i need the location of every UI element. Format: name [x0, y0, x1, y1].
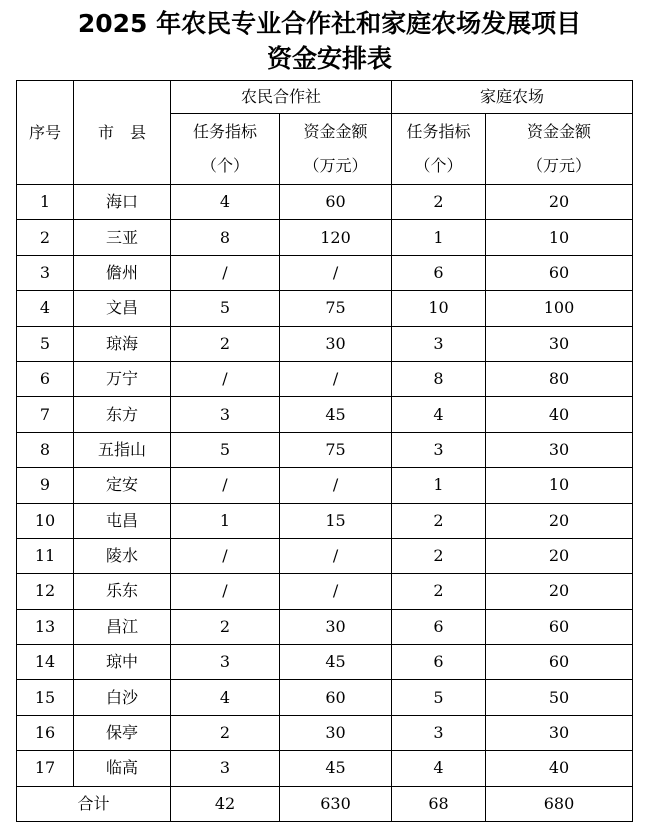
header-row-1: [17, 81, 633, 114]
table-row: [17, 574, 633, 609]
table-row: [17, 538, 633, 573]
header-farm: 家庭农场: [392, 81, 633, 114]
table-row: [17, 468, 633, 503]
row-farm-fund: 20: [486, 574, 633, 609]
row-farm-fund: 20: [486, 185, 633, 220]
row-seq: 10: [17, 503, 74, 538]
row-coop-fund: 60: [280, 185, 392, 220]
table-row: [17, 432, 633, 467]
total-row: [17, 786, 633, 821]
row-farm-fund: 40: [486, 751, 633, 786]
row-farm-task: 1: [392, 220, 486, 255]
row-farm-task: 1: [392, 468, 486, 503]
header-coop-fund-label: 资金金额: [303, 122, 368, 141]
row-coop-task: 2: [171, 715, 280, 750]
row-county: 白沙: [74, 680, 171, 715]
row-farm-task: 2: [392, 574, 486, 609]
row-seq: 8: [17, 432, 74, 467]
row-county: 文昌: [74, 291, 171, 326]
row-coop-fund: 60: [280, 680, 392, 715]
row-farm-task: 2: [392, 503, 486, 538]
row-seq: 14: [17, 645, 74, 680]
row-coop-fund: 30: [280, 609, 392, 644]
row-farm-fund: 10: [486, 220, 633, 255]
row-coop-fund: 15: [280, 503, 392, 538]
row-seq: 1: [17, 185, 74, 220]
row-coop-fund: 120: [280, 220, 392, 255]
row-coop-task: /: [171, 361, 280, 396]
row-farm-task: 3: [392, 715, 486, 750]
row-farm-task: 6: [392, 645, 486, 680]
document-title: [0, 6, 659, 76]
row-coop-task: 2: [171, 326, 280, 361]
row-coop-fund: /: [280, 574, 392, 609]
row-coop-task: 4: [171, 185, 280, 220]
row-county: 儋州: [74, 255, 171, 290]
total-coop-task: 42: [171, 786, 280, 821]
row-coop-fund: 30: [280, 326, 392, 361]
row-farm-fund: 20: [486, 503, 633, 538]
table-row: [17, 326, 633, 361]
row-coop-task: /: [171, 538, 280, 573]
row-seq: 3: [17, 255, 74, 290]
row-farm-task: 3: [392, 326, 486, 361]
total-coop-fund: 630: [280, 786, 392, 821]
fund-allocation-table: [16, 80, 633, 822]
row-coop-fund: 75: [280, 432, 392, 467]
table-row: [17, 255, 633, 290]
total-farm-task: 68: [392, 786, 486, 821]
row-coop-fund: 45: [280, 397, 392, 432]
row-county: 定安: [74, 468, 171, 503]
row-farm-fund: 10: [486, 468, 633, 503]
row-farm-task: 3: [392, 432, 486, 467]
row-coop-fund: 30: [280, 715, 392, 750]
row-seq: 11: [17, 538, 74, 573]
row-county: 陵水: [74, 538, 171, 573]
header-county: 市 县: [74, 81, 171, 185]
row-coop-task: 8: [171, 220, 280, 255]
row-seq: 9: [17, 468, 74, 503]
row-farm-task: 4: [392, 397, 486, 432]
row-farm-fund: 50: [486, 680, 633, 715]
header-coop-task: [171, 114, 280, 185]
total-farm-fund: 680: [486, 786, 633, 821]
table-row: [17, 645, 633, 680]
header-coop-task-label: 任务指标: [192, 122, 257, 141]
row-coop-fund: /: [280, 361, 392, 396]
row-coop-fund: /: [280, 468, 392, 503]
row-farm-fund: 40: [486, 397, 633, 432]
row-farm-fund: 60: [486, 609, 633, 644]
row-coop-task: 1: [171, 503, 280, 538]
table-row: [17, 503, 633, 538]
row-seq: 7: [17, 397, 74, 432]
table-row: [17, 291, 633, 326]
row-county: 海口: [74, 185, 171, 220]
row-farm-task: 2: [392, 185, 486, 220]
row-seq: 6: [17, 361, 74, 396]
row-coop-fund: /: [280, 255, 392, 290]
row-farm-task: 10: [392, 291, 486, 326]
row-farm-fund: 100: [486, 291, 633, 326]
row-coop-task: /: [171, 468, 280, 503]
row-farm-fund: 30: [486, 432, 633, 467]
header-farm-fund-unit: （万元）: [527, 156, 592, 175]
header-farm-fund-label: 资金金额: [527, 122, 592, 141]
row-coop-task: 5: [171, 291, 280, 326]
row-seq: 16: [17, 715, 74, 750]
row-coop-fund: /: [280, 538, 392, 573]
row-coop-task: /: [171, 255, 280, 290]
row-seq: 5: [17, 326, 74, 361]
row-county: 东方: [74, 397, 171, 432]
row-coop-task: 4: [171, 680, 280, 715]
row-farm-task: 8: [392, 361, 486, 396]
row-farm-task: 4: [392, 751, 486, 786]
row-county: 万宁: [74, 361, 171, 396]
row-farm-fund: 20: [486, 538, 633, 573]
title-line-2: 资金安排表: [266, 44, 392, 73]
header-coop: 农民合作社: [171, 81, 392, 114]
row-coop-task: 5: [171, 432, 280, 467]
row-farm-fund: 80: [486, 361, 633, 396]
row-county: 乐东: [74, 574, 171, 609]
table-row: [17, 397, 633, 432]
row-coop-task: 3: [171, 751, 280, 786]
header-seq: 序号: [17, 81, 74, 185]
row-county: 琼海: [74, 326, 171, 361]
row-farm-task: 6: [392, 609, 486, 644]
row-coop-fund: 45: [280, 751, 392, 786]
row-farm-fund: 60: [486, 255, 633, 290]
row-farm-fund: 60: [486, 645, 633, 680]
row-seq: 15: [17, 680, 74, 715]
row-coop-task: 2: [171, 609, 280, 644]
header-coop-fund-unit: （万元）: [303, 156, 368, 175]
row-farm-task: 6: [392, 255, 486, 290]
header-farm-fund: [486, 114, 633, 185]
row-coop-fund: 75: [280, 291, 392, 326]
table-row: [17, 715, 633, 750]
header-farm-task-unit: （个）: [414, 156, 463, 175]
table-row: [17, 751, 633, 786]
row-county: 昌江: [74, 609, 171, 644]
row-farm-fund: 30: [486, 326, 633, 361]
title-line-1: 2025 年农民专业合作社和家庭农场发展项目: [77, 9, 582, 38]
table-row: [17, 220, 633, 255]
row-county: 三亚: [74, 220, 171, 255]
total-label: 合计: [17, 786, 171, 821]
header-coop-fund: [280, 114, 392, 185]
row-coop-fund: 45: [280, 645, 392, 680]
header-farm-task: [392, 114, 486, 185]
row-county: 屯昌: [74, 503, 171, 538]
row-farm-task: 2: [392, 538, 486, 573]
table-row: [17, 680, 633, 715]
row-seq: 2: [17, 220, 74, 255]
row-county: 琼中: [74, 645, 171, 680]
row-county: 临高: [74, 751, 171, 786]
row-seq: 13: [17, 609, 74, 644]
row-coop-task: 3: [171, 397, 280, 432]
row-county: 五指山: [74, 432, 171, 467]
row-coop-task: 3: [171, 645, 280, 680]
row-farm-fund: 30: [486, 715, 633, 750]
row-county: 保亭: [74, 715, 171, 750]
row-coop-task: /: [171, 574, 280, 609]
table-row: [17, 185, 633, 220]
row-seq: 17: [17, 751, 74, 786]
header-farm-task-label: 任务指标: [406, 122, 471, 141]
row-seq: 12: [17, 574, 74, 609]
header-coop-task-unit: （个）: [200, 156, 249, 175]
row-seq: 4: [17, 291, 74, 326]
table-row: [17, 361, 633, 396]
row-farm-task: 5: [392, 680, 486, 715]
table-row: [17, 609, 633, 644]
